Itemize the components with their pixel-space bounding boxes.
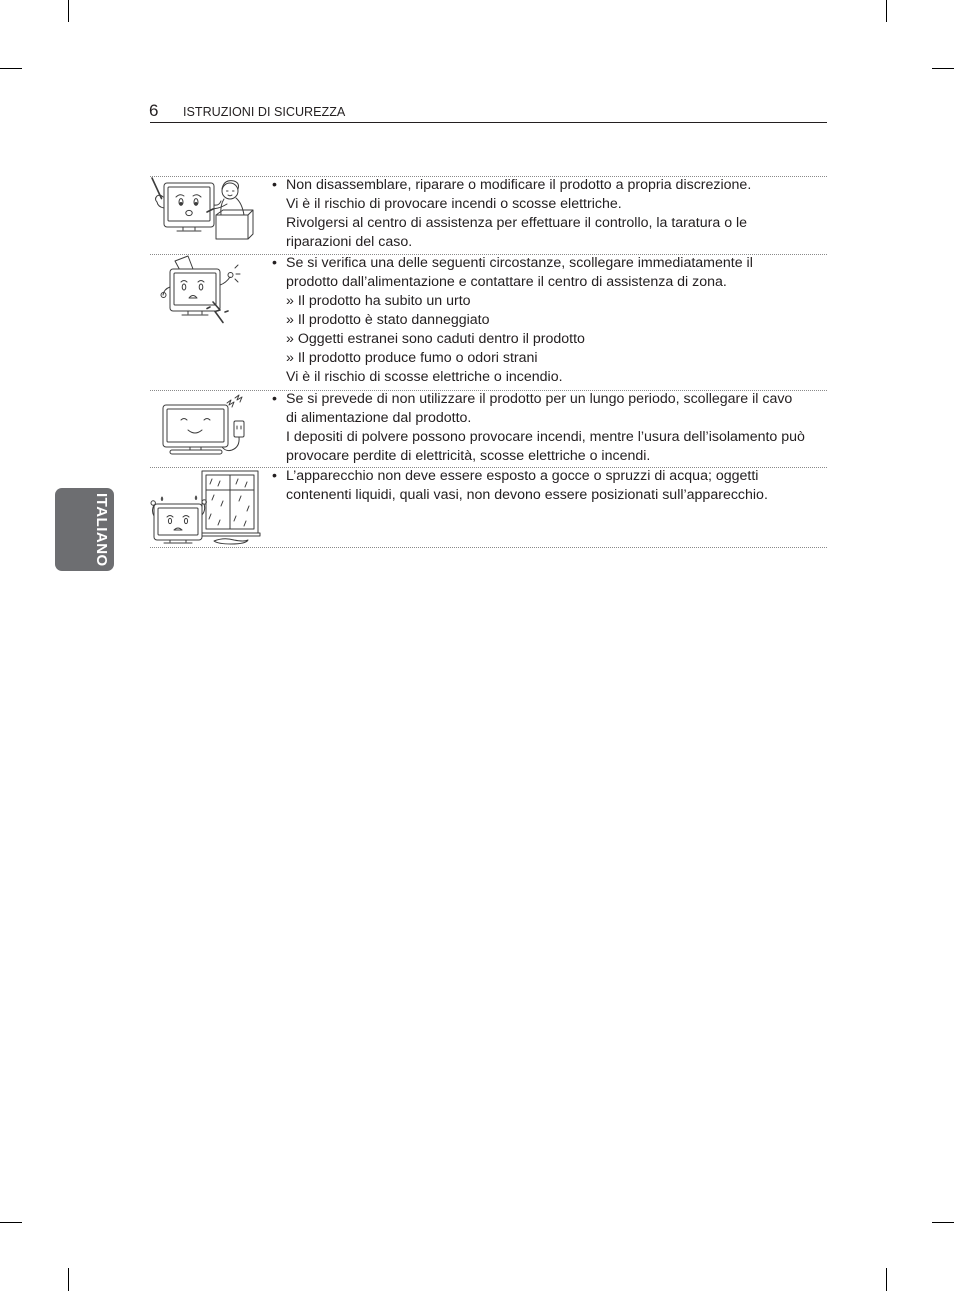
tv-body — [163, 405, 228, 447]
safety-item-text — [286, 254, 826, 387]
tv-water-exposure-illustration — [150, 468, 262, 546]
sleep-zigzag-icon — [227, 395, 242, 407]
tv-body — [164, 183, 214, 227]
box — [216, 215, 248, 239]
safety-item-text — [286, 467, 826, 505]
language-tab — [55, 488, 114, 571]
safety-item-line: Se si verifica una delle seguenti circostanze, scollegare immediatamente il — [286, 255, 753, 271]
bullet-marker: • — [272, 468, 277, 484]
window-sill — [198, 533, 260, 536]
circumstance-line: » Il prodotto è stato danneggiato — [286, 312, 490, 328]
wall-outlet-icon — [234, 421, 244, 437]
crop-mark-bottom-left-vertical — [68, 1268, 69, 1291]
tv-damage-hazard-illustration — [150, 255, 262, 325]
tv-left-arm — [161, 287, 170, 298]
illustration-drawing — [151, 471, 260, 544]
crop-mark-bottom-right-horizontal — [932, 1222, 954, 1223]
crop-mark-top-left-vertical — [68, 0, 69, 22]
water-drop-icon — [161, 496, 197, 501]
illustration-drawing — [152, 178, 253, 239]
technician-body — [213, 198, 244, 215]
illustration-drawing — [161, 256, 240, 323]
circumstance-line: » Il prodotto ha subito un urto — [286, 293, 471, 309]
tv-stand — [182, 311, 208, 315]
crop-mark-bottom-left-horizontal — [0, 1222, 22, 1223]
safety-item-line: prodotto dall’alimentazione e contattare il centro di assistenza di zona. — [286, 274, 727, 290]
technician-head — [222, 183, 238, 199]
safety-item-line: Vi è il rischio di scosse elettriche o incendio. — [286, 369, 563, 385]
section-title: ISTRUZIONI DI SICUREZZA — [183, 105, 346, 119]
tv-disassembly-warning-illustration — [150, 177, 262, 253]
safety-item-line: riparazioni del caso. — [286, 234, 413, 250]
crop-mark-top-right-vertical — [886, 0, 887, 22]
safety-item-line: contenenti liquidi, quali vasi, non devono essere posizionati sull’apparecchio. — [286, 487, 768, 503]
circumstance-line: » Oggetti estranei sono caduti dentro il prodotto — [286, 331, 585, 347]
safety-item-water — [150, 467, 827, 548]
crop-mark-bottom-right-vertical — [886, 1268, 887, 1291]
water-puddle — [214, 539, 248, 544]
bullet-marker: • — [272, 391, 277, 407]
tv-unplug-when-unused-illustration — [150, 391, 262, 463]
safety-item-line: Vi è il rischio di provocare incendi o scosse elettriche. — [286, 196, 622, 212]
safety-item-disassembly — [150, 176, 827, 254]
header-rule — [150, 122, 827, 123]
language-tab-label: ITALIANO — [93, 493, 110, 567]
crop-mark-top-right-horizontal — [932, 68, 954, 69]
crop-mark-top-left-horizontal — [0, 68, 22, 69]
illustration-drawing — [163, 395, 244, 454]
circumstance-line: » Il prodotto produce fumo o odori strani — [286, 350, 538, 366]
tv-right-arm — [220, 273, 233, 286]
tv-left-hand — [156, 195, 165, 208]
tv-right-arm — [214, 201, 221, 205]
tv-stand — [177, 227, 201, 231]
safety-item-line: di alimentazione dal prodotto. — [286, 410, 472, 426]
safety-item-line: L’apparecchio non deve essere esposto a gocce o spruzzi di acqua; oggetti — [286, 468, 759, 484]
safety-item-line: provocare perdite di elettricità, scosse elettriche o incendi. — [286, 448, 651, 464]
safety-item-line: I depositi di polvere possono provocare incendi, mentre l’usura dell’isolamento può — [286, 429, 805, 445]
bullet-marker: • — [272, 255, 277, 271]
tv-stand — [170, 447, 222, 454]
bullet-marker: • — [272, 177, 277, 193]
spark-icon — [235, 265, 240, 282]
safety-items-table — [150, 176, 827, 548]
safety-item-line: Se si prevede di non utilizzare il prodotto per un lungo periodo, scollegare il cavo — [286, 391, 793, 407]
safety-item-line: Rivolgersi al centro di assistenza per effettuare il controllo, la taratura o le — [286, 215, 748, 231]
safety-item-text — [286, 176, 826, 252]
safety-item-line: Non disassemblare, riparare o modificare il prodotto a propria discrezione. — [286, 177, 752, 193]
safety-item-unplug — [150, 390, 827, 467]
page-number: 6 — [149, 101, 159, 120]
safety-item-text — [286, 390, 826, 466]
safety-item-damage — [150, 254, 827, 390]
